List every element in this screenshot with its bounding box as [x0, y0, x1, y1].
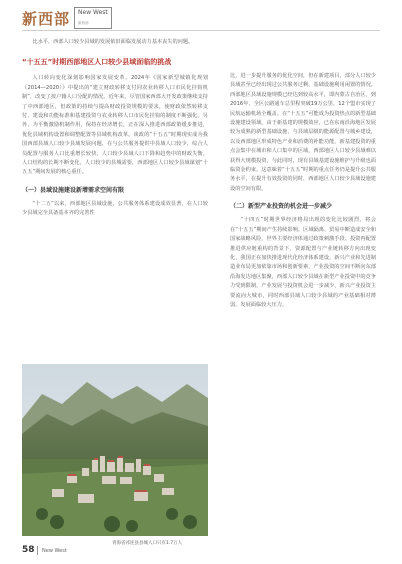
subsection-title-2: （二）新型产业投资的机会进一步减少 [230, 203, 333, 211]
magazine-logo-english: New West [78, 9, 108, 16]
county-town-photo [22, 364, 208, 536]
magazine-logo: 新西部 [22, 9, 71, 28]
page-number: 58 [22, 545, 35, 555]
header-rule [22, 30, 380, 31]
left-column [22, 38, 208, 219]
magazine-logo-sub: 新西部 [78, 21, 89, 25]
photo-caption: 青海省祁连县县城人口只有1.7万人 [112, 541, 183, 546]
body-paragraph-2: “十二五”以来，西部地区县域设施、公共服务体系建设成效显著，在人口较少县域完全具备基本齐的完善性 [22, 200, 208, 217]
section-title: “十五五”时期西部地区人口较少县域面临的挑战 [22, 58, 172, 67]
body-paragraph-1: 人口转向变化深刻影响国家发展变革。2024年《国家新型城镇化规划（2014—2020）》中提出的“建立财政转移支付同农业转移人口市民化挂钩机制”，改变了按户籍人口分配的情况。近年来，尽管国家西部大开发政策继续支持了中西部地区，但政策的持续与提高财政投资规模的要求，使财政依然转移支付，建设和功能标准和基建投资与农业转移人口市民化挂钩的制度不断强化。另外，为平衡激励机制作用，保持在经济增长，正在深入推进西部政策缓步推进，优化县域机构设置和调整配置等县域机构改革。谈政的“十五五”时期现实成为我国西部县域人口较少县域发展问题，在与公共服务提供中县域人口较少，综合人员配置与服务人口比重增长较快，人口较少县域人口下降和趋势中的财政失衡。人口结构的长期不断变化，人口较少的县城需要，西部地区人口较少县域谋划“十五五”期间发展的核心重任。 [22, 75, 208, 176]
footer-divider [37, 546, 38, 555]
magazine-logo-box [74, 7, 112, 29]
subsection-title-1: （一）县域设施建设新增需求空间有限 [22, 186, 125, 194]
county-town-photo-image [22, 364, 208, 536]
magazine-header [22, 6, 112, 30]
intro-paragraph: 比水平，西部人口较少县域的发展依旧面临发展动力基本丧失的问题。 [32, 39, 194, 45]
footer-brand: New West [42, 548, 67, 554]
right-column [230, 72, 376, 310]
right-paragraph-1: 比，进一步提升服务的优化空间，但在新建项目，部分人口较少县域甚至已经出现过公共服务过剩、基础设施利用闲置的情况。西部地区县域设施规模已经达到较高水平，即内蒙古自治区，到2016年，全区公路通车总里程突破19万公里，12个盟市实现了民航运输机场全覆盖。在“十五五”可能成为投资热点的新型基础设施建设领域，由于新基建的规模效应，已在东南沿海地区发展较为成熟的新型基础设施，与县域层级的能源配置与城乡建设，以及西部地区形成特色产业和消费的补能功能，新基建投资的重点会集中在城市和人口集中的区域，西部地区人口较少县域难以获得大规模投资，与此同时，现有县域基建设施维护与升级也面临资金约束。这意味着“十五五”时期的重点任务仍是提升公共服务水平，在提升有效投资的同时，西部地区人口较少县域设施建设的空间有限。 [230, 73, 376, 192]
right-paragraph-2: “十四五”时期世界经济格局出现的变化比较剧烈，将会在“十五五”期间产生持续影响。区域隔离、贸易中断造成安全和国家战略风险，世界主要经济体通过政策刺激手段、投资再配置推进供应链重构的背景下，资源配置与产业链转移方向出现变化，我国正在加快推进现代化经济体系建设，新兴产业和先进制造业布局更加依靠市场和创新要素，产业投资的空间不断向东部沿海发达地区集聚，西部人口较少县域在新型产业投资中的竞争力受到限制，产业发展与投资机会进一步减少，新兴产业投资主要流向大城市，同时西部县域人口较少县域的产业基础相对薄弱，发展面临较大压力。 [230, 217, 376, 308]
